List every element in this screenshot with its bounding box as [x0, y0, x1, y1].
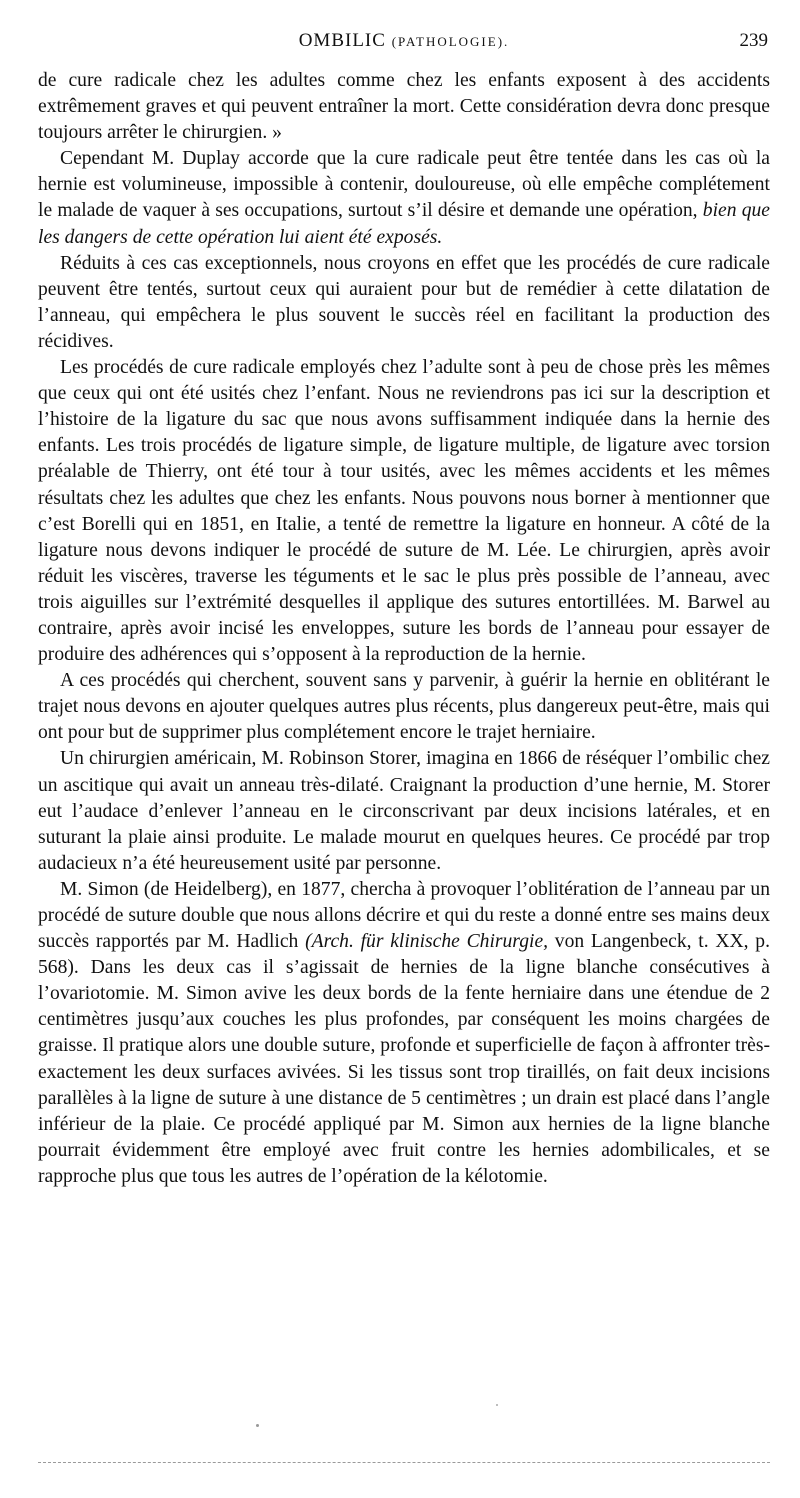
- paragraph: [38, 668, 770, 746]
- print-speck: [496, 1404, 498, 1406]
- paragraph-text: Un chirurgien américain, M. Robinson Storer, imagina en 1866 de réséquer l’ombilic chez un ascitique qui avait un anneau très-dilaté. Craignant la production d’une hernie, M. Storer eut l’audace d’enlever l’anneau en le circonscrivant par deux incisions latérales, et en suturant la plaie ainsi produite. Le malade mourut en quelques heures. Ce procédé par trop audacieux n’a été heureusement usité par personne.: [38, 748, 770, 874]
- book-page: [38, 30, 770, 1190]
- paragraph-text: Cependant M. Duplay accorde que la cure radicale peut être tentée dans les cas où la hernie est volumineuse, impossible à contenir, douloureuse, où elle empêche complétement le malade de vaquer à ses occupations, surtout s’il désire et demande une opération,: [38, 148, 770, 222]
- paragraph: [38, 746, 770, 876]
- running-title-subtitle: (PATHOLOGIE).: [391, 34, 510, 49]
- paragraph: [38, 68, 770, 146]
- paragraph-text: de cure radicale chez les adultes comme chez les enfants exposent à des accidents extrêmement graves et qui peuvent entraîner la mort. Cette considération devra donc presque toujours arrêter le chirurgien. »: [38, 70, 770, 144]
- paragraph: [38, 251, 770, 355]
- running-title-main: OMBILIC: [298, 30, 386, 51]
- paragraph: [38, 146, 770, 250]
- paragraph-text: Les procédés de cure radicale employés chez l’adulte sont à peu de chose près les mêmes que ceux qui ont été usités chez l’enfant. Nous ne reviendrons pas ici sur la description et l’histoire de la ligature du sac que nous avons suffisamment indiquée dans la hernie des enfants. Les trois procédés de ligature simple, de ligature multiple, de ligature avec torsion préalable de Thierry, ont été tour à tour usités, avec les mêmes accidents et les mêmes résultats chez les adultes que chez les enfants. Nous pouvons nous borner à mentionner que c’est Borelli qui en 1851, en Italie, a tenté de remettre la ligature en honneur. A côté de la ligature nous devons indiquer le procédé de suture de M. Lée. Le chirurgien, après avoir réduit les viscères, traverse les téguments et le sac le plus près possible de l’anneau, avec trois aiguilles sur l’extrémité desquelles il applique des sutures entortillées. M. Barwel au contraire, après avoir incisé les enveloppes, suture les bords de l’anneau pour essayer de produire des adhérences qui s’opposent à la reproduction de la hernie.: [38, 357, 770, 666]
- paragraph-text: Réduits à ces cas exceptionnels, nous croyons en effet que les procédés de cure radicale peuvent être tentés, surtout ceux qui auraient pour but de remédier à cette dilatation de l’anneau, qui empêchera le plus souvent le succès réel en facilitant la production des récidives.: [38, 252, 770, 352]
- page-number: 239: [739, 30, 768, 51]
- print-speck: [256, 1424, 259, 1427]
- paragraph-text: A ces procédés qui cherchent, souvent sans y parvenir, à guérir la hernie en oblitérant le trajet nous devons en ajouter quelques autres plus récents, plus dangereux peut-être, mais qui ont pour but de supprimer plus complétement encore le trajet herniaire.: [38, 670, 770, 744]
- paragraph-text: von Langenbeck, t. XX, p. 568). Dans les deux cas il s’agissait de hernies de la ligne blanche consécutives à l’ovariotomie. M. Simon avive les deux bords de la fente herniaire dans une étendue de 2 centimètres jusqu’aux couches les plus profondes, par conséquent les moins chargées de graisse. Il pratique alors une double suture, profonde et superficielle de façon à affronter très-exactement les deux surfaces avivées. Si les tissus sont trop tiraillés, on fait deux incisions parallèles à la ligne de suture à une distance de 5 centimètres ; un drain est placé dans l’angle inférieur de la plaie. Ce procédé appliqué par M. Simon aux hernies de la ligne blanche pourrait évidemment être employé avec fruit contre les hernies adombilicales, et se rapproche plus que tous les autres de l’opération de la kélotomie.: [38, 931, 770, 1187]
- body-text: [38, 68, 770, 1190]
- paragraph: [38, 877, 770, 1190]
- paragraph-text: M. Simon (de Heidelberg), en 1877, chercha à provoquer l’oblitération de l’anneau par un procédé de suture double que nous allons décrire et qui du reste a donné entre ses mains deux succès rapportés par M. Hadlich: [38, 878, 770, 953]
- running-head: [38, 30, 770, 60]
- footer-rule: [38, 1462, 770, 1463]
- paragraph: [38, 355, 770, 668]
- italic-text: (Arch. für klinische Chirurgie,: [305, 931, 549, 953]
- running-title: [38, 30, 770, 52]
- italic-text: bien que les dangers de cette opération lui aient été exposés.: [38, 200, 770, 248]
